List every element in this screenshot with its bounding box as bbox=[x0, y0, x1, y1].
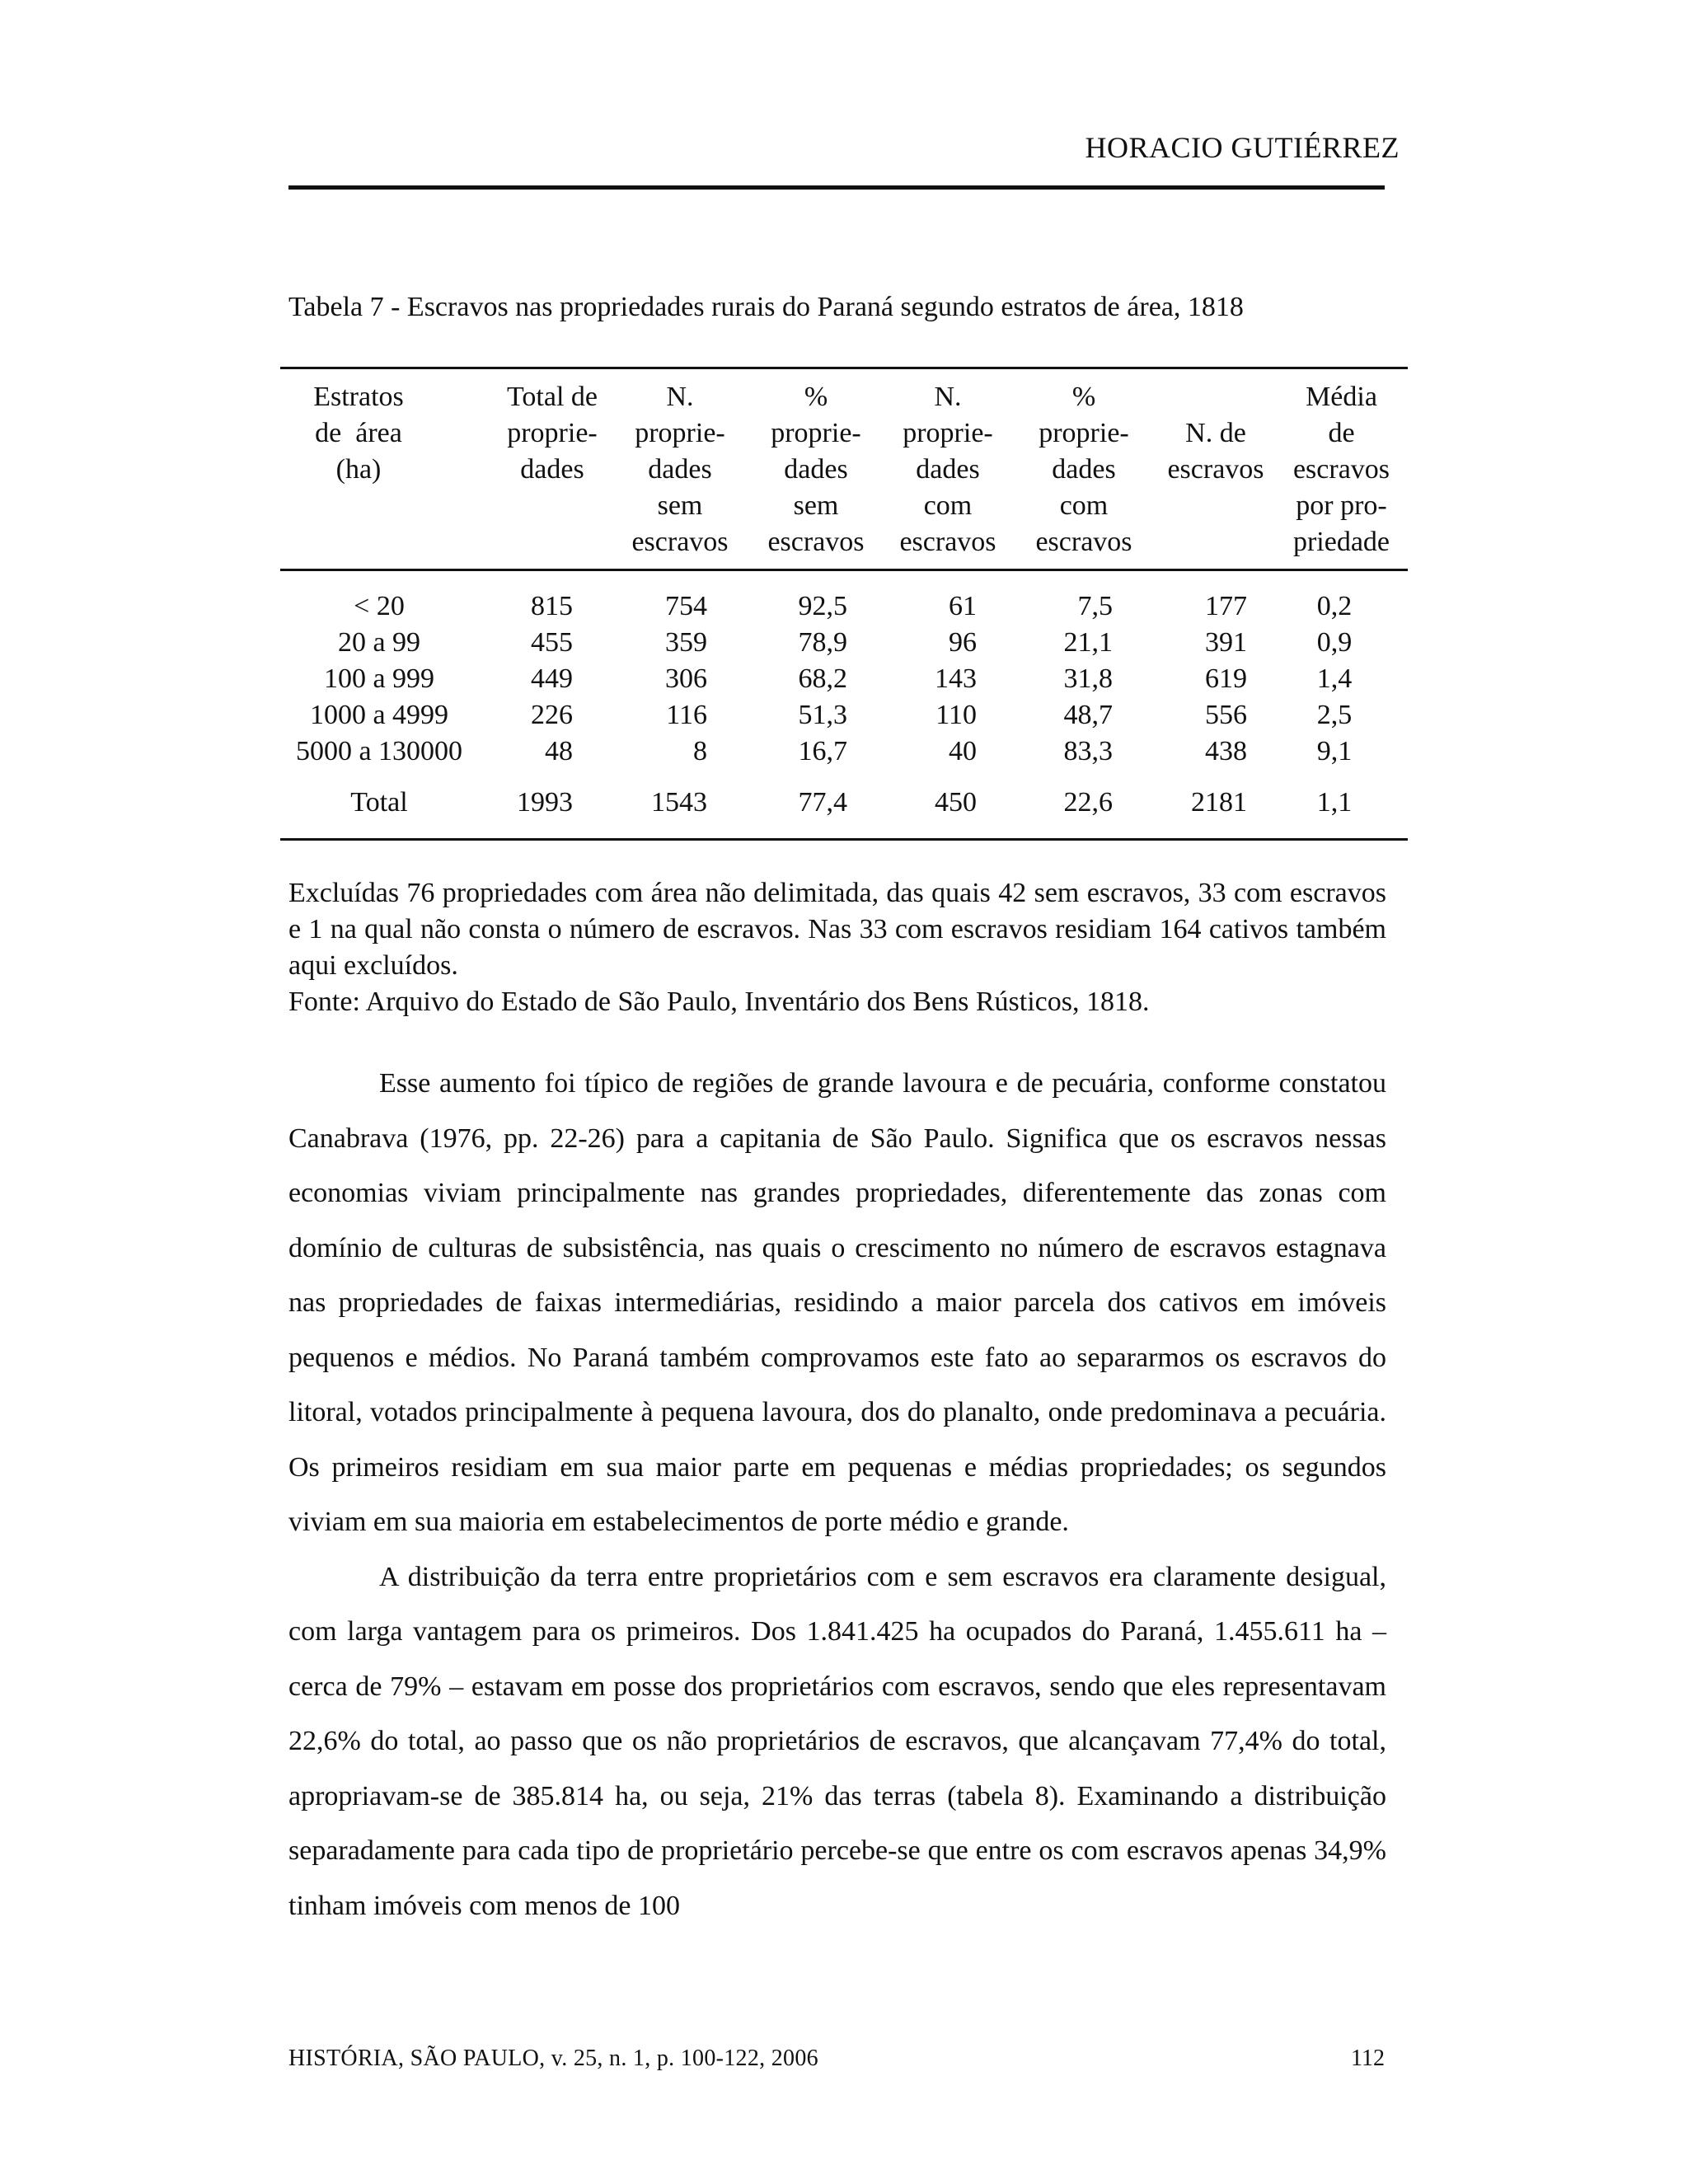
table-row: 100 a 999 449 306 68,2 143 31,8 619 1,4 bbox=[323, 663, 1353, 694]
col-header-n-com-escravos: N. proprie- dades com escravos bbox=[899, 382, 996, 557]
body-text bbox=[288, 1057, 1386, 1933]
table-caption: Tabela 7 - Escravos nas propriedades rurais do Paraná segundo estratos de área, 1818 bbox=[288, 292, 1244, 322]
col-header-estratos: Estratos de área (ha) bbox=[313, 382, 404, 485]
col-header-total: Total de proprie- dades bbox=[507, 382, 598, 485]
table-top-rule bbox=[280, 367, 1408, 369]
table-row: 20 a 99 455 359 78,9 96 21,1 391 0,9 bbox=[337, 627, 1353, 658]
running-header-author: HORACIO GUTIÉRREZ bbox=[1085, 131, 1400, 164]
table-total-row: Total 1993 1543 77,4 450 22,6 2181 1,1 bbox=[350, 787, 1353, 818]
exclusion-note: Excluídas 76 propriedades com área não delimitada, das quais 42 sem escravos, 33 com escravos e 1 na qual não consta o número de escravos. Nas 33 com escravos residiam 164 cativos também aqui excluídos. bbox=[288, 878, 1386, 981]
table-row: 1000 a 4999 226 116 51,3 110 48,7 556 2,5 bbox=[309, 700, 1353, 730]
footer-citation: HISTÓRIA, SÃO PAULO, v. 25, n. 1, p. 100-122, 2006 bbox=[288, 2046, 818, 2071]
table-row: < 20 815 754 92,5 61 7,5 177 0,2 bbox=[354, 591, 1353, 621]
body-paragraph: Esse aumento foi típico de regiões de grande lavoura e de pecuária, conforme constatou Canabrava (1976, pp. 22-26) para a capitania de São Paulo. Significa que os escravos nessas economias viviam principalmente nas grandes propriedades, diferentemente das zonas com domínio de culturas de subsistência, nas quais o crescimento no número de escravos estagnava nas propriedades de faixas intermediárias, residindo a maior parcela dos cativos em imóveis pequenos e médios. No Paraná também comprovamos este fato ao separarmos os escravos do litoral, votados principalmente à pequena lavoura, dos do planalto, onde predominava a pecuária. Os primeiros residiam em sua maior parte em pequenas e médias propriedades; os segundos viviam em sua maioria em estabelecimentos de porte médio e grande. bbox=[288, 1068, 1386, 1537]
col-header-pct-sem-escravos: % proprie- dades sem escravos bbox=[767, 382, 865, 557]
col-header-n-sem-escravos: N. proprie- dades sem escravos bbox=[631, 382, 729, 557]
source-note: Fonte: Arquivo do Estado de São Paulo, Inventário dos Bens Rústicos, 1818. bbox=[288, 987, 1150, 1017]
body-paragraph: A distribuição da terra entre proprietários com e sem escravos era claramente desigual, com larga vantagem para os primeiros. Dos 1.841.425 ha ocupados do Paraná, 1.455.611 ha – cerca de 79% – estavam em posse dos proprietários com escravos, sendo que eles representavam 22,6% do total, ao passo que os não proprietários de escravos, que alcançavam 77,4% do total, apropriavam-se de 385.814 ha, ou seja, 21% das terras (tabela 8). Examinando a distribuição separadamente para cada tipo de proprietário percebe-se que entre os com escravos apenas 34,9% tinham imóveis com menos de 100 bbox=[288, 1561, 1386, 1921]
col-header-pct-com-escravos: % proprie- dades com escravos bbox=[1035, 382, 1132, 557]
col-header-n-escravos: N. de escravos bbox=[1167, 418, 1264, 485]
page-number: 112 bbox=[1351, 2046, 1385, 2071]
header-rule bbox=[288, 185, 1385, 190]
table-header-rule bbox=[280, 569, 1408, 571]
col-header-media: Média de escravos por pro- priedade bbox=[1292, 382, 1390, 557]
table-row: 5000 a 130000 48 8 16,7 40 83,3 438 9,1 bbox=[295, 736, 1353, 766]
table-bottom-rule bbox=[280, 838, 1408, 841]
table-notes bbox=[288, 875, 1386, 1020]
